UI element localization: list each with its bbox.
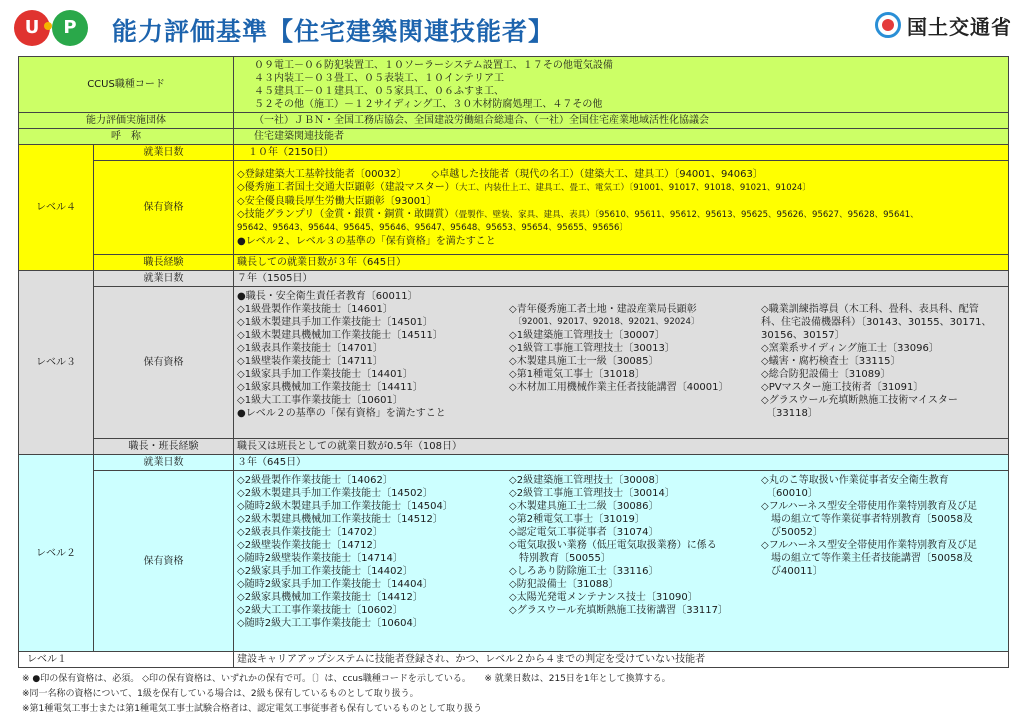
- qual-item: ◇認定電気工事従事者〔31074〕: [509, 527, 659, 538]
- qual-item: ◇2級畳製作作業技能士〔14062〕: [237, 475, 393, 486]
- level3-quals-col3: [761, 290, 1005, 420]
- qual-item: 95642、95643、95644、95645、95646、95647、95648、95653、95654、95655、95656〕: [237, 222, 628, 233]
- level2-quals-col3: [761, 474, 1005, 630]
- qual-item: ●レベル２の基準の「保有資格」を満たすこと: [237, 408, 446, 419]
- qual-item: ◇木製建具施工士二級〔30086〕: [509, 501, 659, 512]
- level4-quals-label: 保有資格: [94, 161, 234, 255]
- level2-days-value: ３年（645日）: [234, 455, 1009, 471]
- level2-quals-label: 保有資格: [94, 471, 234, 652]
- qual-item: ◇1級管工事施工管理技士〔30013〕: [509, 343, 675, 354]
- qual-item: ◇随時2級壁装作業技能士〔14714〕: [237, 553, 403, 564]
- qual-item: ◇2級表具作業技能士〔14702〕: [237, 527, 383, 538]
- evaluator-label: 能力評価実施団体: [19, 113, 234, 129]
- qual-item: ◇1級木製建具機械加工作業技能士〔14511〕: [237, 330, 443, 341]
- level3-quals-col1: [237, 290, 509, 420]
- qual-item: [761, 290, 1005, 303]
- up-logo-u: U: [14, 10, 50, 46]
- footnote: ※同一名称の資格について、1級を保有している場合は、2級も保有しているものとして取り扱う。: [22, 689, 419, 699]
- qual-item-detail: （大工、内装仕上工、建具工、畳工、電気工）〔91001、91017、91018、91021、91024〕: [454, 182, 811, 193]
- footnote: ※ ●印の保有資格は、必須。 ◇印の保有資格は、いずれかの保有で可。〔〕は、ccus職種コードを示している。 ※ 就業日数は、215日を1年として換算する。: [22, 674, 671, 684]
- qual-item: ◇随時2級木製建具手加工作業技能士〔14504〕: [237, 501, 453, 512]
- qual-item: ◇2級壁装作業技能士〔14712〕: [237, 540, 383, 551]
- level4-days-value: １０年（2150日）: [234, 145, 1009, 161]
- level4-name: レベル４: [19, 145, 94, 271]
- page-header: [0, 0, 1024, 56]
- qual-item: ◇随時2級家具手加工作業技能士〔14404〕: [237, 579, 433, 590]
- qual-item: ◇第2種電気工事士〔31019〕: [509, 514, 645, 525]
- qual-item: ●職長・安全衛生責任者教育〔60011〕: [237, 291, 418, 302]
- qual-item: ◇2級家具機械加工作業技能士〔14412〕: [237, 592, 423, 603]
- qual-item: ◇電気取扱い業務（低圧電気取扱業務）に係る: [509, 540, 717, 551]
- qual-item: ◇1級畳製作作業技能士〔14601〕: [237, 304, 393, 315]
- qual-item: 場の組立て等作業主任者技能講習〔50058及: [761, 553, 973, 564]
- qual-item: ◇1級木製建具手加工作業技能士〔14501〕: [237, 317, 433, 328]
- qual-item: ◇1級建築施工管理技士〔30007〕: [509, 330, 665, 341]
- qual-item: [509, 290, 761, 303]
- footnote: ※第1種電気工事士または第1種電気工事士試験合格者は、認定電気工事従事者も保有しているものとして取り扱う: [22, 704, 482, 714]
- qual-item: ◇登録建築大工基幹技能者〔00032〕 ◇卓越した技能者（現代の名工）（建築大工、建具工）〔94001、94063〕: [237, 168, 763, 180]
- level4-quals: [234, 161, 1009, 255]
- page-title: 能力評価基準【住宅建築関連技能者】: [112, 17, 555, 46]
- qual-item: ◇2級家具手加工作業技能士〔14402〕: [237, 566, 413, 577]
- ministry-name: 国土交通省: [907, 14, 1012, 39]
- level3-exp-label: 職長・班長経験: [94, 439, 234, 455]
- level2-name: レベル２: [19, 455, 94, 652]
- level1-value: 建設キャリアアップシステムに技能者登録され、かつ、レベル２から４までの判定を受けていない技能者: [234, 652, 1009, 668]
- qual-item: ◇2級管工事施工管理技士〔30014〕: [509, 488, 675, 499]
- level3-days-value: ７年（1505日）: [234, 271, 1009, 287]
- qual-item: ◇しろあり防除施工士〔33116〕: [509, 566, 659, 577]
- title-name-value: 住宅建築関連技能者: [234, 129, 1009, 145]
- level3-quals: [234, 287, 1009, 439]
- ccus-code-line: ５２その他（施工）－１２サイディング工、３０木材防腐処理工、４７その他: [254, 98, 603, 110]
- ccus-code-line: ０９電工－０６防犯装置工、１０ソーラーシステム設置工、１７その他電気設備: [254, 59, 613, 71]
- qual-item: ◇2級建築施工管理技士〔30008〕: [509, 475, 665, 486]
- qual-item-detail: （畳製作、壁装、家具、建具、表具）〔95610、95611、95612、95613、95625、95626、95627、95628、95641、: [454, 209, 919, 220]
- qual-item: ◇1級表具作業技能士〔14701〕: [237, 343, 383, 354]
- qual-item: ◇職業訓練指導員（木工科、畳科、表具科、配管: [761, 304, 979, 315]
- level4-exp-label: 職長経験: [94, 255, 234, 271]
- level1-name: レベル１: [19, 652, 234, 668]
- level3-exp-value: 職長又は班長としての就業日数が0.5年（108日）: [234, 439, 1009, 455]
- qual-item: 科、住宅設備機器科）〔30143、30155、30171、: [761, 317, 992, 328]
- footnotes: [22, 672, 1012, 717]
- level3-name: レベル３: [19, 271, 94, 455]
- qual-item: ◇太陽光発電メンテナンス技士〔31090〕: [509, 592, 698, 603]
- level4-days-label: 就業日数: [94, 145, 234, 161]
- ccus-code-values: [234, 57, 1009, 113]
- qual-item: ◇丸のこ等取扱い作業従事者安全衛生教育: [761, 475, 949, 486]
- qual-item: ◇随時2級大工工事作業技能士〔10604〕: [237, 618, 423, 629]
- up-logo-p: P: [52, 10, 88, 46]
- qual-item: ◇2級木製建具手加工作業技能士〔14502〕: [237, 488, 433, 499]
- ccus-code-line: ４５建具工－０１建具工、０５家具工、０６ふすま工、: [254, 85, 505, 97]
- qual-item: ◇1級家具機械加工作業技能士〔14411〕: [237, 382, 423, 393]
- qual-item: ◇グラスウール充填断熱施工技術マイスター: [761, 395, 958, 406]
- level3-quals-col2: [509, 290, 761, 420]
- ccus-code-label: CCUS職種コード: [19, 57, 234, 113]
- qual-item: ◇青年優秀施工者土地・建設産業局長顕彰: [509, 304, 697, 315]
- qual-item: ◇フルハーネス型安全帯使用作業特別教育及び足: [761, 540, 978, 551]
- qual-item: ◇木製建具施工士一級〔30085〕: [509, 356, 659, 367]
- evaluator-value: （一社）ＪＢＮ・全国工務店協会、全国建設労働組合総連合、（一社）全国住宅産業地域活性化協議会: [234, 113, 1009, 129]
- qual-item: ◇1級壁装作業技能士〔14711〕: [237, 356, 383, 367]
- qual-item: 30156、30157〕: [761, 330, 845, 341]
- ministry-logo: [875, 8, 1012, 42]
- qual-item: 〔33118〕: [761, 408, 818, 419]
- qual-item: 〔92001、92017、92018、92021、92024〕: [509, 317, 700, 327]
- ccus-code-line: ４３内装工－０３畳工、０５表装工、１０インテリア工: [254, 72, 505, 84]
- criteria-table-wrapper: [18, 56, 1008, 668]
- up-logo-dot: [44, 22, 52, 30]
- qual-item: ◇第1種電気工事士〔31018〕: [509, 369, 645, 380]
- level2-days-label: 就業日数: [94, 455, 234, 471]
- level3-quals-label: 保有資格: [94, 287, 234, 439]
- qual-item: 〔60010〕: [761, 488, 818, 499]
- qual-item: ◇防犯設備士〔31088〕: [509, 579, 619, 590]
- title-name-label: 呼 称: [19, 129, 234, 145]
- level2-quals-col2: [509, 474, 761, 630]
- level4-exp-value: 職長しての就業日数が３年（645日）: [234, 255, 1009, 271]
- qual-item: ◇1級大工工事作業技能士〔10601〕: [237, 395, 403, 406]
- qual-item: ◇2級木製建具機械加工作業技能士〔14512〕: [237, 514, 443, 525]
- level3-days-label: 就業日数: [94, 271, 234, 287]
- qual-item: ◇安全優良職長厚生労働大臣顕彰〔93001〕: [237, 195, 437, 207]
- qual-item: ◇フルハーネス型安全帯使用作業特別教育及び足: [761, 501, 978, 512]
- level2-quals: [234, 471, 1009, 652]
- qual-item: ◇窯業系サイディング施工士〔33096〕: [761, 343, 939, 354]
- qual-item: 場の組立て等作業従事者特別教育〔50058及: [761, 514, 973, 525]
- qual-item: び50052〕: [761, 527, 823, 538]
- level2-quals-col1: [237, 474, 509, 630]
- qual-item: ◇木材加工用機械作業主任者技能講習〔40001〕: [509, 382, 729, 393]
- qual-item: ◇グラスウール充填断熱施工技術講習〔33117〕: [509, 605, 729, 616]
- qual-item: ◇2級大工工事作業技能士〔10602〕: [237, 605, 403, 616]
- qual-item: ◇1級家具手加工作業技能士〔14401〕: [237, 369, 413, 380]
- qual-item: ◇総合防犯設備士〔31089〕: [761, 369, 891, 380]
- qual-item: ◇蟻害・腐朽検査士〔33115〕: [761, 356, 901, 367]
- qual-item: 特別教育〔50055〕: [509, 553, 611, 564]
- qual-item: ●レベル２、レベル３の基準の「保有資格」を満たすこと: [237, 235, 496, 247]
- qual-item: ◇技能グランプリ（金賞・銀賞・銅賞・敢闘賞）: [237, 208, 455, 220]
- ministry-emblem-icon: [875, 12, 901, 38]
- criteria-table: [18, 56, 1009, 668]
- qual-item: ◇優秀施工者国土交通大臣顕彰（建設マスター）: [237, 181, 455, 193]
- qual-item: び40011〕: [761, 566, 823, 577]
- qual-item: ◇PVマスター施工技術者〔31091〕: [761, 382, 924, 393]
